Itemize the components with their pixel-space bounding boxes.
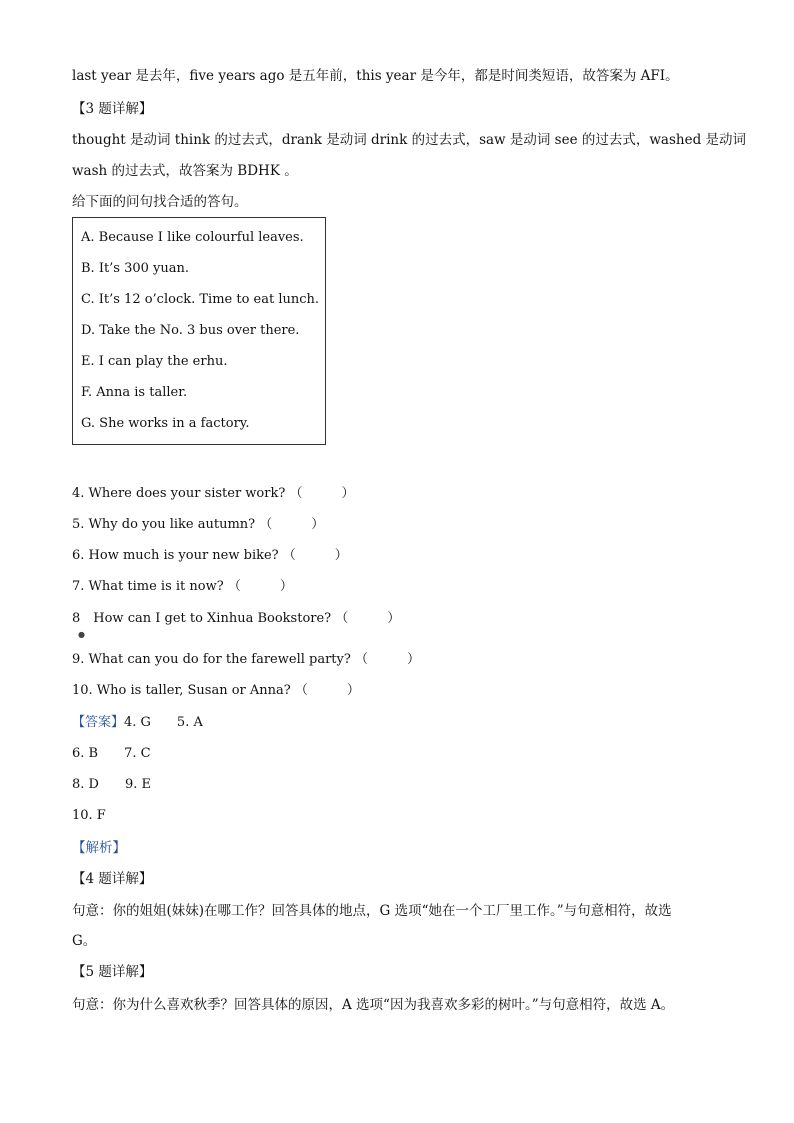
detail-3-line-1: thought 是动词 think 的过去式，drank 是动词 drink 的过去式，saw 是动词 see 的过去式，washed 是动词 [72, 132, 747, 148]
question-8: 8 How can I get to Xinhua Bookstore? （ ） [72, 611, 401, 626]
answer-row-1-text: 4. G 5. A [124, 715, 203, 730]
option-b: B. It’s 300 yuan. [81, 261, 190, 276]
instruction: 给下面的问句找合适的答句。 [72, 194, 248, 210]
option-f: F. Anna is taller. [81, 385, 188, 400]
stray-dot: ● [78, 630, 85, 639]
detail-5-line-1: 句意：你为什么喜欢秋季？回答具体的原因，A 选项“因为我喜欢多彩的树叶。”与句意相符，故选 A。 [72, 997, 675, 1013]
option-a: A. Because I like colourful leaves. [81, 230, 304, 245]
answer-label: 【答案】 [72, 715, 125, 730]
detail-4-line-1: 句意：你的姐姐(妹妹)在哪工作？回答具体的地点，G 选项“她在一个工厂里工作。”与句意相符，故选 [72, 903, 672, 919]
detail-5-label: 【5 题详解】 [72, 964, 153, 980]
question-9: 9. What can you do for the farewell party? （ ） [72, 652, 420, 667]
option-d: D. Take the No. 3 bus over there. [81, 323, 300, 338]
question-4: 4. Where does your sister work? （ ） [72, 486, 355, 501]
analysis-label: 【解析】 [72, 840, 126, 856]
answer-row-4: 10. F [72, 808, 106, 823]
question-5: 5. Why do you like autumn? （ ） [72, 517, 325, 532]
option-e: E. I can play the erhu. [81, 354, 228, 369]
answer-row-1 [72, 714, 203, 732]
answer-row-3: 8. D 9. E [72, 777, 151, 792]
option-g: G. She works in a factory. [81, 416, 250, 431]
question-10: 10. Who is taller, Susan or Anna? （ ） [72, 683, 360, 698]
question-7: 7. What time is it now? （ ） [72, 579, 293, 594]
option-c: C. It’s 12 o’clock. Time to eat lunch. [81, 292, 320, 307]
detail-3-label: 【3 题详解】 [72, 101, 153, 117]
detail-4-label: 【4 题详解】 [72, 871, 153, 887]
options-box [72, 217, 326, 445]
detail-4-line-2: G。 [72, 933, 97, 949]
answer-row-2: 6. B 7. C [72, 746, 151, 761]
intro-line: last year 是去年，five years ago 是五年前，this year 是今年，都是时间类短语，故答案为 AFI。 [72, 68, 679, 84]
detail-3-line-2: wash 的过去式，故答案为 BDHK 。 [72, 163, 298, 179]
question-6: 6. How much is your new bike? （ ） [72, 548, 348, 563]
